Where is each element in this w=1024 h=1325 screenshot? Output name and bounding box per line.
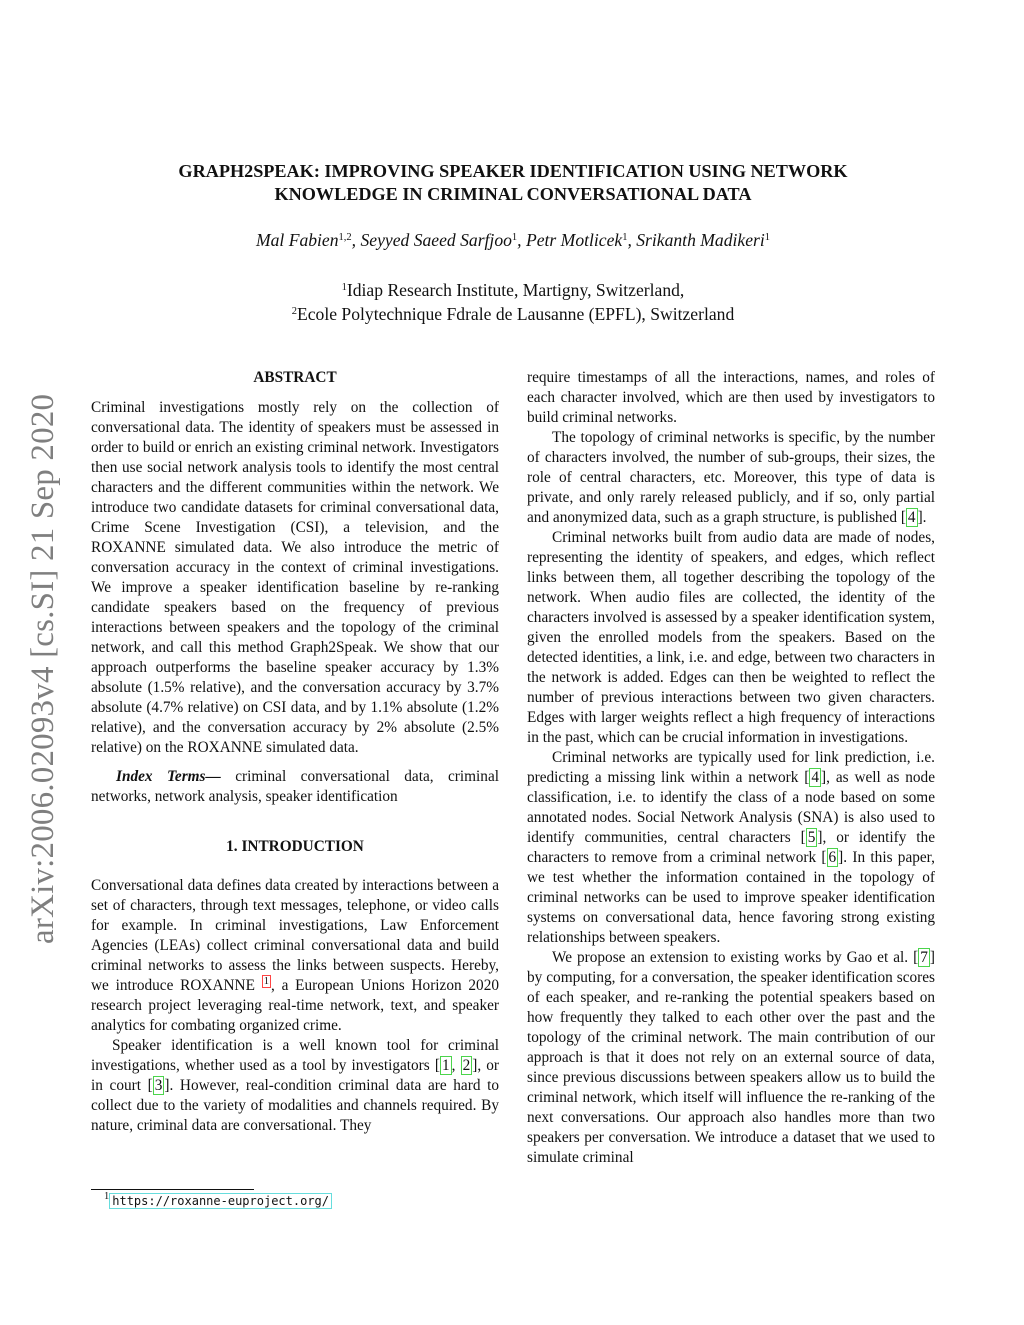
affiliation-line	[90, 302, 936, 326]
author-name: Petr Motlicek	[525, 230, 623, 250]
footnote-mark: 1	[104, 1191, 110, 1202]
footnote-divider	[91, 1189, 254, 1190]
index-terms-label: Index Terms—	[116, 768, 221, 785]
author-affiliation-mark: 1,2	[338, 232, 352, 243]
citation-link[interactable]: 7	[920, 949, 928, 966]
left-column	[91, 368, 499, 1136]
index-terms-text: criminal conversational data, criminal networks, network analysis, speaker identification	[91, 768, 499, 805]
affiliation-text: Ecole Polytechnique Fdrale de Lausanne (EPFL), Switzerland	[296, 304, 735, 324]
paragraph: require timestamps of all the interactions, names, and roles of each character involved, which are then used by investigators to build criminal networks.	[527, 369, 935, 426]
text-run: ,	[451, 1057, 461, 1074]
footnote-url-link[interactable]: https://roxanne-euproject.org/	[109, 1193, 332, 1209]
text-run: ], or identify the characters to remove from a criminal network [	[527, 829, 935, 866]
author-affiliation-mark: 1	[764, 232, 771, 243]
paragraph	[527, 748, 935, 948]
title-line-2: KNOWLEDGE IN CRIMINAL CONVERSATIONAL DATA	[274, 184, 752, 204]
affiliation-mark: 2	[291, 306, 297, 317]
text-run: The topology of criminal networks is specific, by the number of characters involved, the number of sub-groups, their sizes, the role of central characters, etc. Moreover, this type of data is private, and only rarely released publicly, and if so, only partial and anonymized data, such as a graph structure, is published [	[527, 429, 935, 526]
abstract-text: Criminal investigations mostly rely on the collection of conversational data. The identity of speakers must be assessed in order to build or enrich an existing criminal network. Investigators then use social network analysis tools to identify the most central characters and the different communities within the network. We introduce two candidate datasets for criminal conversational data, Crime Scene Investigation (CSI), a television, and the ROXANNE simulated data. We also introduce the metric of conversation accuracy in the context of criminal investigations. We improve a speaker identification baseline by re-ranking candidate speakers based on the frequency of previous interactions between speakers and the topology of the criminal network, and call this method Graph2Speak. We show that our approach outperforms the baseline speaker accuracy by 1.3% absolute (1.5% relative), and the conversation accuracy by 3.7% absolute (4.7% relative) on CSI data, and by 1.1% absolute (1.2% relative), and the conversation accuracy by 2% absolute (2.5% relative) on the ROXANNE simulated data.	[91, 399, 499, 756]
arxiv-identifier: arXiv:2006.02093v4 [cs.SI] 21 Sep 2020	[25, 393, 61, 944]
title-line-1: GRAPH2SPEAK: IMPROVING SPEAKER IDENTIFICATION USING NETWORK	[178, 161, 848, 181]
intro-paragraph-2	[91, 1036, 499, 1136]
citation-link[interactable]: 1	[441, 1057, 450, 1074]
author-affiliation-mark: 1	[511, 232, 518, 243]
citation-link[interactable]: 2	[462, 1057, 471, 1074]
right-column	[527, 368, 935, 1168]
citation-link[interactable]: 3	[154, 1077, 163, 1094]
footnote	[104, 1191, 332, 1208]
author-name: Seyyed Saeed Sarfjoo	[360, 230, 512, 250]
paragraph: Criminal networks built from audio data are made of nodes, representing the identity of speakers, and edges, which reflect links between them, all together describing the topology of the network. When audio files are collected, the identity of the characters involved is assessed by a speaker identification system, given the enrolled models from the speakers. Based on the detected identities, a link, i.e. and edge, between two characters in the network is added. Edges can then be weighted to reflect the number of previous interactions between two given characters. Edges with larger weights reflect a high frequency of interactions in the past, which can be crucial information in investigations.	[527, 529, 935, 746]
citation-link[interactable]: 4	[907, 509, 916, 526]
text-run: We propose an extension to existing works by Gao et al. [	[552, 949, 919, 966]
intro-paragraph-1	[91, 876, 499, 1036]
section-heading-introduction: 1. INTRODUCTION	[226, 838, 364, 855]
text-run: ] by computing, for a conversation, the speaker identification scores of each speaker, and re-ranking the potential speakers based on how frequently they talked to each other over the past and the topology of the criminal network. The main contribution of our approach is that it does not rely on an external source of data, since previous discussions between speakers allow us to build the criminal network, which itself will influence the re-ranking of the next conversations. Our approach also handles more than two speakers per conversation. We introduce a dataset that we used to simulate criminal	[527, 949, 935, 1166]
index-terms	[91, 767, 499, 807]
text-run: ]. In this paper, we test whether the information contained in the topology of criminal networks can be used to improve speaker identification systems on conversational data, hence favoring strong existing relationships between speakers.	[527, 849, 935, 946]
text-run: , a European Unions Horizon 2020 research project leveraging real-time network, text, and speaker analytics for combating organized crime.	[91, 977, 499, 1034]
author-list: Mal Fabien$^{1,2}$, Seyyed Saeed Sarfjoo$^1$, Petr Motlicek$^1$, Srikanth Madikeri$^1$	[255, 230, 771, 250]
author-name: Srikanth Madikeri	[636, 230, 765, 250]
affiliation-line	[90, 278, 936, 302]
citation-link[interactable]: 4	[811, 769, 820, 786]
citation-link[interactable]: 5	[807, 829, 816, 846]
affiliation-mark: 1	[341, 282, 347, 293]
footnote-link[interactable]: 1	[263, 976, 269, 987]
paper-title	[90, 160, 936, 206]
paragraph	[527, 948, 935, 1168]
citation-link[interactable]: 6	[828, 849, 837, 866]
text-run: Conversational data defines data created by interactions between a set of characters, through text messages, telephone, or video calls for example. In criminal investigations, Law Enforcement Agencies (LEAs) collect criminal conversational data and build criminal networks to assess the links between suspects. Hereby, we introduce ROXANNE	[91, 877, 499, 994]
text-run: Criminal networks are typically used for link prediction, i.e. predicting a missing link within a network [	[527, 749, 935, 786]
text-run: ], or in court [	[91, 1057, 499, 1094]
author-name: Mal Fabien	[255, 230, 339, 250]
abstract-heading: ABSTRACT	[253, 369, 337, 386]
paragraph	[527, 428, 935, 528]
affiliation-text: Idiap Research Institute, Martigny, Switzerland,	[346, 280, 685, 300]
affiliations	[90, 278, 936, 326]
text-run: ]. However, real-condition criminal data are hard to collect due to the variety of modalities and channels required. By nature, criminal data are conversational. They	[91, 1077, 499, 1134]
text-run: Speaker identification is a well known tool for criminal investigations, whether used as a tool by investigators [	[91, 1037, 499, 1074]
text-run: ], as well as node classification, i.e. to identify the class of a node based on some annotated nodes. Social Network Analysis (SNA) is also used to identify communities, central characters [	[527, 769, 935, 846]
author-affiliation-mark: 1	[622, 232, 628, 243]
text-run: ].	[917, 509, 927, 526]
